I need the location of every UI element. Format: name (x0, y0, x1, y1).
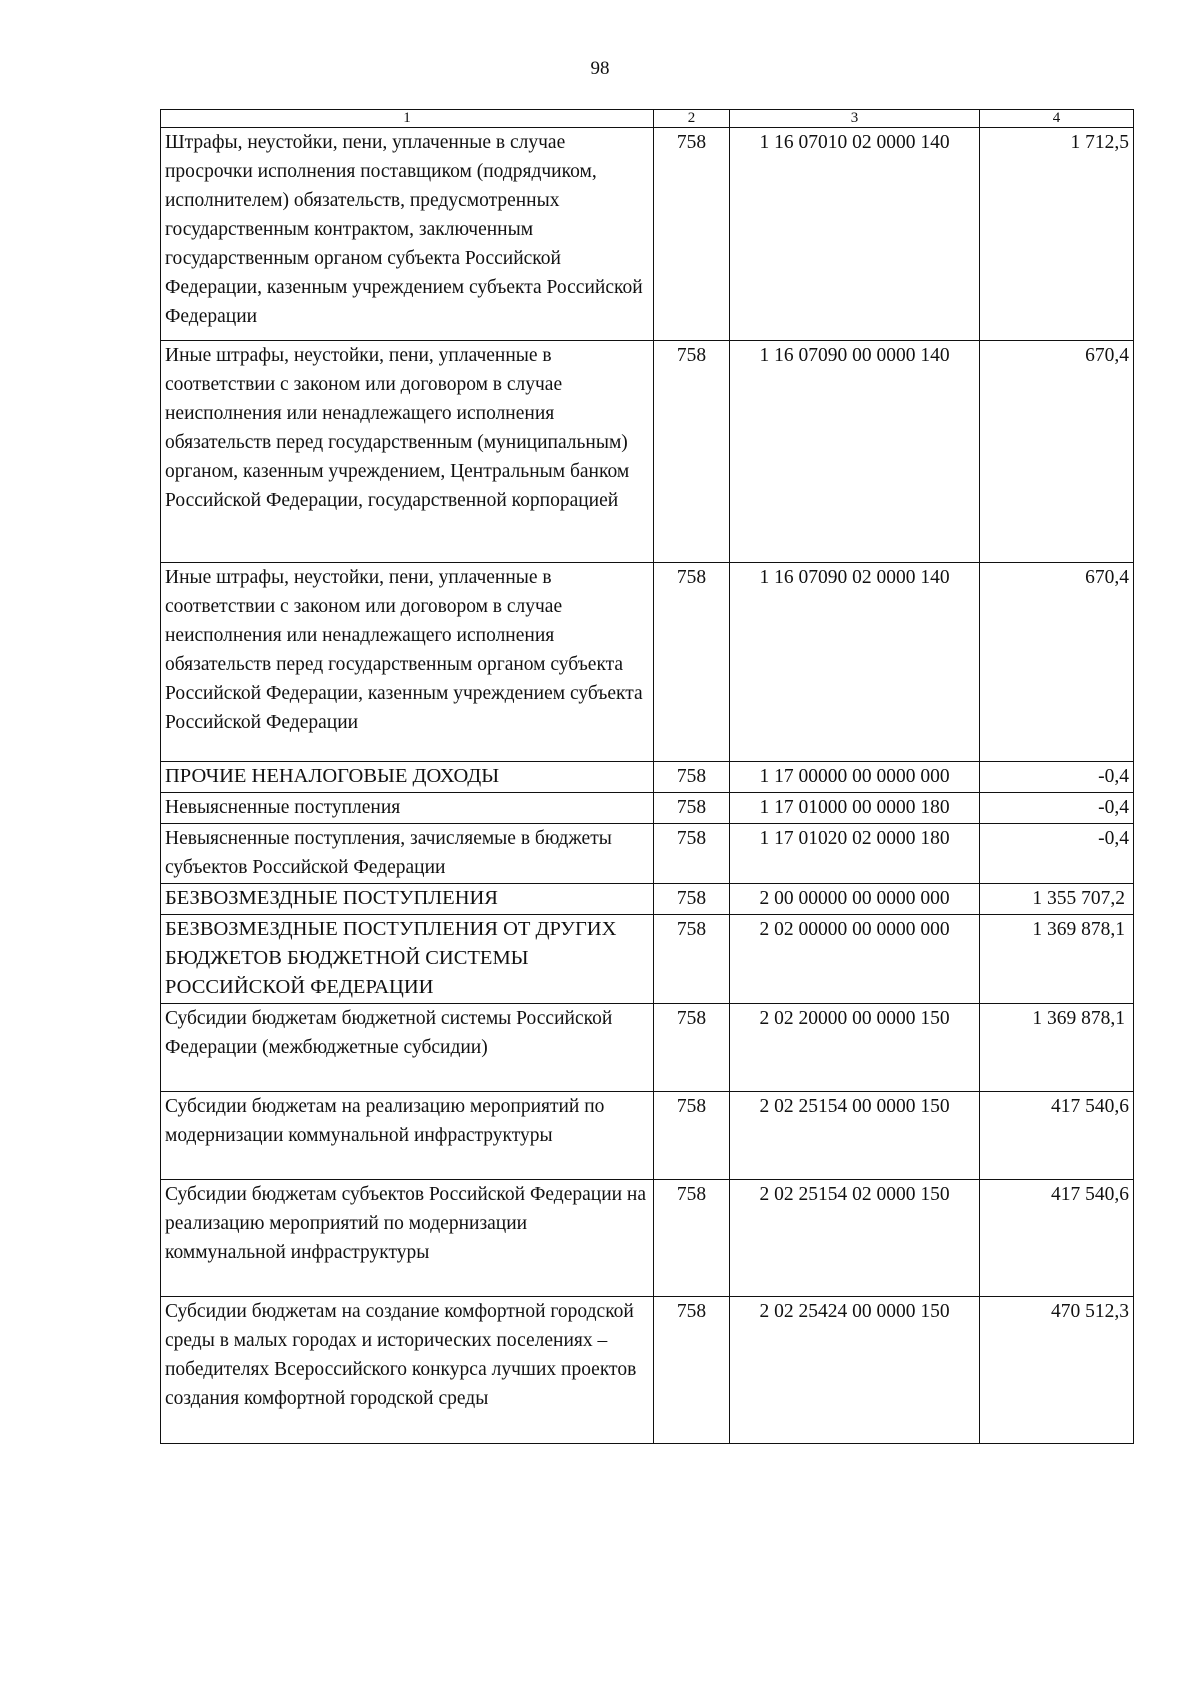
revenue-name: Субсидии бюджетам на создание комфортной городской среды в малых городах и исторических поселениях – победителях Всероссийского конкурса лучших проектов создания комфортной городской среды (161, 1297, 654, 1444)
admin-code: 758 (654, 762, 730, 793)
admin-code: 758 (654, 1297, 730, 1444)
amount: 1 712,5 (980, 128, 1134, 341)
header-row (161, 110, 1134, 128)
admin-code: 758 (654, 1180, 730, 1297)
revenue-name: БЕЗВОЗМЕЗДНЫЕ ПОСТУПЛЕНИЯ ОТ ДРУГИХ БЮДЖЕТОВ БЮДЖЕТНОЙ СИСТЕМЫ РОССИЙСКОЙ ФЕДЕРАЦИИ (161, 915, 654, 1004)
amount: 470 512,3 (980, 1297, 1134, 1444)
budget-classification-code: 1 16 07090 00 0000 140 (730, 341, 980, 563)
revenue-table (160, 109, 1134, 1444)
budget-classification-code: 1 17 01000 00 0000 180 (730, 793, 980, 824)
column-header-3: 3 (730, 110, 980, 128)
budget-classification-code: 2 00 00000 00 0000 000 (730, 884, 980, 915)
revenue-name: Невыясненные поступления, зачисляемые в бюджеты субъектов Российской Федерации (161, 824, 654, 884)
admin-code: 758 (654, 824, 730, 884)
budget-classification-code: 2 02 20000 00 0000 150 (730, 1004, 980, 1092)
table-row (161, 128, 1134, 341)
revenue-name: Штрафы, неустойки, пени, уплаченные в случае просрочки исполнения поставщиком (подрядчиком, исполнителем) обязательств, предусмотренных государственным контрактом, заключенным государственным органом субъекта Российской Федерации, казенным учреждением субъекта Российской Федерации (161, 128, 654, 341)
admin-code: 758 (654, 793, 730, 824)
revenue-name: БЕЗВОЗМЕЗДНЫЕ ПОСТУПЛЕНИЯ (161, 884, 654, 915)
table-row (161, 341, 1134, 563)
column-header-4: 4 (980, 110, 1134, 128)
revenue-name: Субсидии бюджетам на реализацию мероприятий по модернизации коммунальной инфраструктуры (161, 1092, 654, 1180)
revenue-name: Невыясненные поступления (161, 793, 654, 824)
admin-code: 758 (654, 1004, 730, 1092)
admin-code: 758 (654, 915, 730, 1004)
admin-code: 758 (654, 341, 730, 563)
table-header (161, 110, 1134, 128)
revenue-name: Субсидии бюджетам бюджетной системы Российской Федерации (межбюджетные субсидии) (161, 1004, 654, 1092)
amount: 1 369 878,1 (980, 915, 1134, 1004)
revenue-name: Иные штрафы, неустойки, пени, уплаченные в соответствии с законом или договором в случае неисполнения или ненадлежащего исполнения обязательств перед государственным (муниципальным) органом, казенным учреждением, Центральным банком Российской Федерации, государственной корпорацией (161, 341, 654, 563)
revenue-name: Иные штрафы, неустойки, пени, уплаченные в соответствии с законом или договором в случае неисполнения или ненадлежащего исполнения обязательств перед государственным органом субъекта Российской Федерации, казенным учреждением субъекта Российской Федерации (161, 563, 654, 762)
amount: 1 355 707,2 (980, 884, 1134, 915)
table-row (161, 884, 1134, 915)
admin-code: 758 (654, 128, 730, 341)
budget-classification-code: 2 02 25424 00 0000 150 (730, 1297, 980, 1444)
admin-code: 758 (654, 563, 730, 762)
revenue-name: Субсидии бюджетам субъектов Российской Федерации на реализацию мероприятий по модернизации коммунальной инфраструктуры (161, 1180, 654, 1297)
admin-code: 758 (654, 1092, 730, 1180)
admin-code: 758 (654, 884, 730, 915)
budget-classification-code: 2 02 25154 00 0000 150 (730, 1092, 980, 1180)
budget-classification-code: 2 02 25154 02 0000 150 (730, 1180, 980, 1297)
table-row (161, 1092, 1134, 1180)
amount: 1 369 878,1 (980, 1004, 1134, 1092)
table-row (161, 1180, 1134, 1297)
budget-classification-code: 1 17 00000 00 0000 000 (730, 762, 980, 793)
budget-classification-code: 1 16 07090 02 0000 140 (730, 563, 980, 762)
budget-classification-code: 2 02 00000 00 0000 000 (730, 915, 980, 1004)
budget-classification-code: 1 16 07010 02 0000 140 (730, 128, 980, 341)
table-row (161, 1297, 1134, 1444)
table-row (161, 762, 1134, 793)
column-header-1: 1 (161, 110, 654, 128)
table-row (161, 1004, 1134, 1092)
table-body (161, 128, 1134, 1444)
table-row (161, 915, 1134, 1004)
table-row (161, 563, 1134, 762)
budget-classification-code: 1 17 01020 02 0000 180 (730, 824, 980, 884)
amount: 417 540,6 (980, 1180, 1134, 1297)
amount: -0,4 (980, 762, 1134, 793)
amount: 670,4 (980, 563, 1134, 762)
column-header-2: 2 (654, 110, 730, 128)
page-number: 98 (590, 58, 610, 79)
amount: 417 540,6 (980, 1092, 1134, 1180)
table-row (161, 793, 1134, 824)
table-row (161, 824, 1134, 884)
revenue-name: ПРОЧИЕ НЕНАЛОГОВЫЕ ДОХОДЫ (161, 762, 654, 793)
amount: 670,4 (980, 341, 1134, 563)
amount: -0,4 (980, 824, 1134, 884)
amount: -0,4 (980, 793, 1134, 824)
